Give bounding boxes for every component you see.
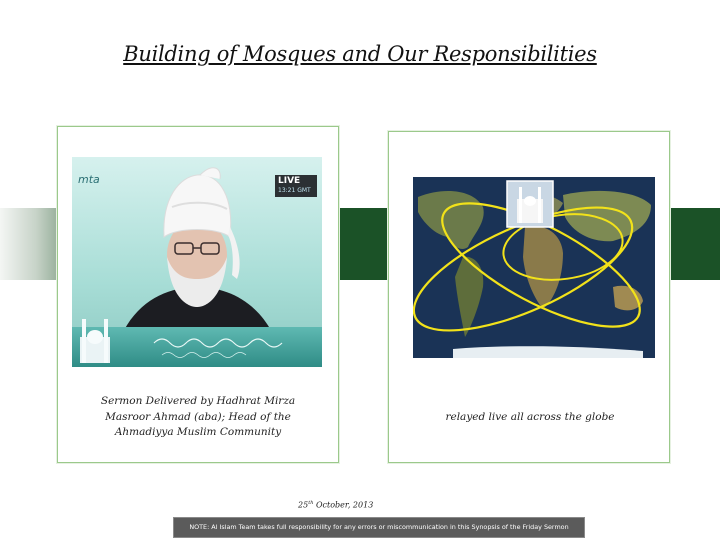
arabic-name-strip <box>152 333 302 362</box>
date-day: 25 <box>298 500 309 510</box>
left-caption: Sermon Delivered by Hadhrat Mirza Masroor Ahmad (aba); Head of the Ahmadiyya Muslim Community <box>100 395 296 438</box>
live-label: LIVE <box>278 176 301 186</box>
sermon-date <box>298 500 373 510</box>
mosque-icon <box>76 315 114 363</box>
disclaimer-note: NOTE: Al Islam Team takes full responsibility for any errors or miscommunication in this Synopsis of the Friday Sermon <box>173 517 585 538</box>
date-rest: October, 2013 <box>313 500 374 510</box>
globe-map-image <box>413 177 655 358</box>
channel-logo: mta <box>78 173 100 186</box>
live-time: 13:21 GMT <box>278 187 311 194</box>
speaker-photo <box>72 157 322 367</box>
right-caption: relayed live all across the globe <box>445 411 615 423</box>
date-suffix: th <box>308 500 314 506</box>
slide-title: Building of Mosques and Our Responsibilities <box>123 42 597 66</box>
